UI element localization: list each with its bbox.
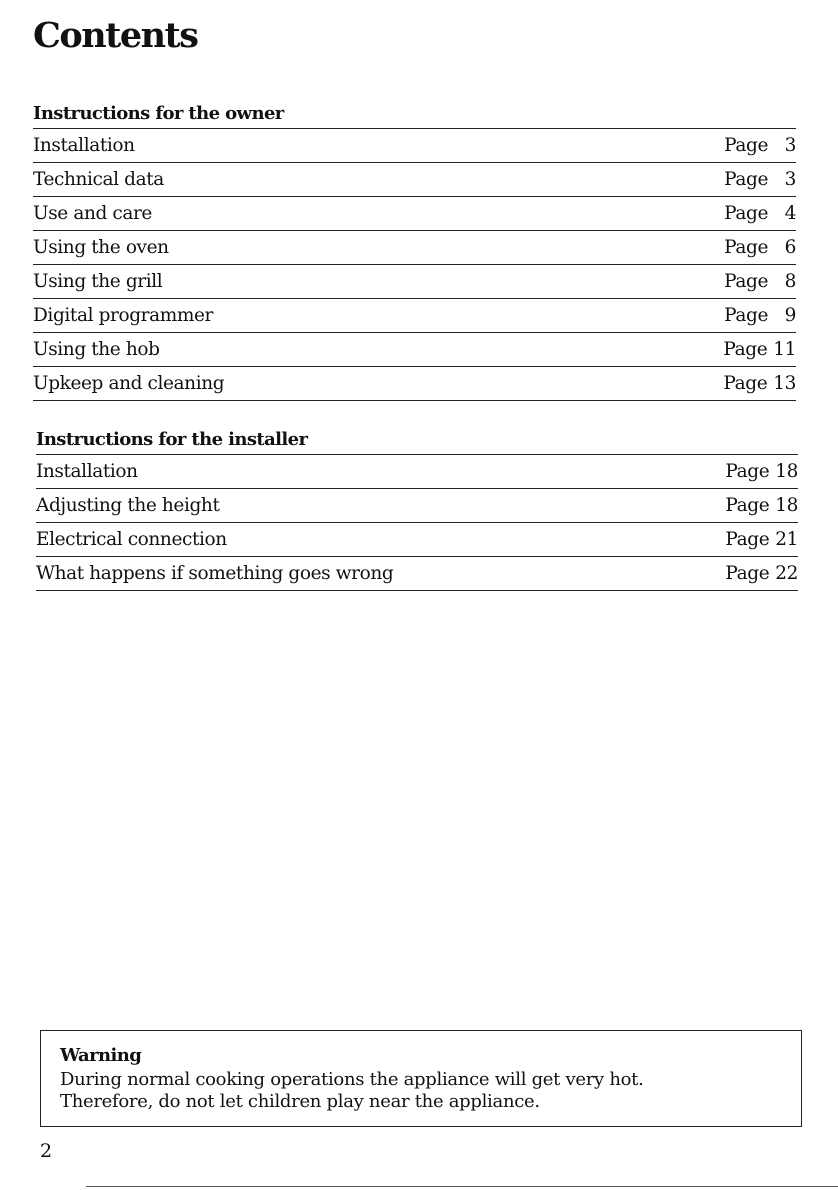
toc-page-ref — [724, 305, 796, 326]
owner-section — [33, 101, 796, 401]
page-number: 2 — [40, 1140, 53, 1162]
toc-page-number: 4 — [784, 203, 796, 224]
toc-label: Using the grill — [33, 271, 163, 292]
toc-label: Digital programmer — [33, 305, 213, 326]
toc-label: What happens if something goes wrong — [36, 563, 394, 584]
toc-page-ref — [724, 169, 796, 190]
toc-row — [33, 129, 796, 163]
toc-page-word: Page — [724, 271, 768, 292]
toc-page-number: 21 — [775, 529, 798, 550]
toc-page-number: 6 — [784, 237, 796, 258]
toc-row — [36, 489, 798, 523]
toc-page-ref — [724, 203, 796, 224]
installer-section-heading: Instructions for the installer — [36, 427, 798, 455]
toc-page-word: Page — [724, 169, 768, 190]
toc-page-number: 22 — [775, 563, 798, 584]
toc-page-word: Page — [724, 305, 768, 326]
installer-section — [36, 427, 798, 591]
toc-page-word: Page — [724, 135, 768, 156]
toc-page-word: Page — [725, 495, 770, 516]
toc-page-number: 3 — [784, 169, 796, 190]
warning-text-line: During normal cooking operations the appliance will get very hot. — [60, 1069, 644, 1090]
warning-box — [40, 1030, 802, 1127]
toc-page-ref — [725, 495, 798, 516]
owner-section-heading: Instructions for the owner — [33, 101, 796, 129]
toc-label: Using the hob — [33, 339, 160, 360]
toc-page-word: Page — [723, 339, 768, 360]
warning-title: Warning — [60, 1045, 142, 1066]
toc-label: Electrical connection — [36, 529, 227, 550]
toc-row — [36, 523, 798, 557]
toc-row — [33, 299, 796, 333]
page-title: Contents — [33, 15, 198, 56]
toc-page-word: Page — [725, 563, 770, 584]
toc-page-number: 11 — [773, 339, 796, 360]
toc-page-number: 13 — [773, 373, 796, 394]
toc-page-ref — [724, 237, 796, 258]
toc-page-ref — [725, 563, 798, 584]
toc-row — [33, 197, 796, 231]
toc-page-word: Page — [725, 529, 770, 550]
toc-row — [33, 231, 796, 265]
toc-row — [36, 557, 798, 591]
toc-row — [33, 333, 796, 367]
toc-page-ref — [724, 135, 796, 156]
toc-page-word: Page — [723, 373, 768, 394]
toc-page-number: 8 — [784, 271, 796, 292]
toc-row — [33, 367, 796, 401]
toc-page-word: Page — [724, 203, 768, 224]
toc-page-word: Page — [724, 237, 768, 258]
toc-page-ref — [723, 339, 796, 360]
owner-toc-list — [33, 129, 796, 401]
toc-label: Use and care — [33, 203, 152, 224]
warning-text-line: Therefore, do not let children play near the appliance. — [60, 1091, 540, 1112]
toc-label: Installation — [36, 461, 138, 482]
toc-page-number: 18 — [775, 461, 798, 482]
toc-page-number: 3 — [784, 135, 796, 156]
toc-page-ref — [723, 373, 796, 394]
toc-page-word: Page — [725, 461, 770, 482]
bottom-divider — [86, 1186, 838, 1187]
installer-toc-list — [36, 455, 798, 591]
toc-page-ref — [724, 271, 796, 292]
toc-page-number: 18 — [775, 495, 798, 516]
toc-label: Adjusting the height — [36, 495, 220, 516]
toc-page-number: 9 — [784, 305, 796, 326]
toc-label: Installation — [33, 135, 135, 156]
toc-page-ref — [725, 529, 798, 550]
toc-label: Technical data — [33, 169, 164, 190]
toc-page-ref — [725, 461, 798, 482]
toc-row — [33, 163, 796, 197]
toc-label: Upkeep and cleaning — [33, 373, 225, 394]
toc-row — [33, 265, 796, 299]
toc-label: Using the oven — [33, 237, 169, 258]
toc-row — [36, 455, 798, 489]
